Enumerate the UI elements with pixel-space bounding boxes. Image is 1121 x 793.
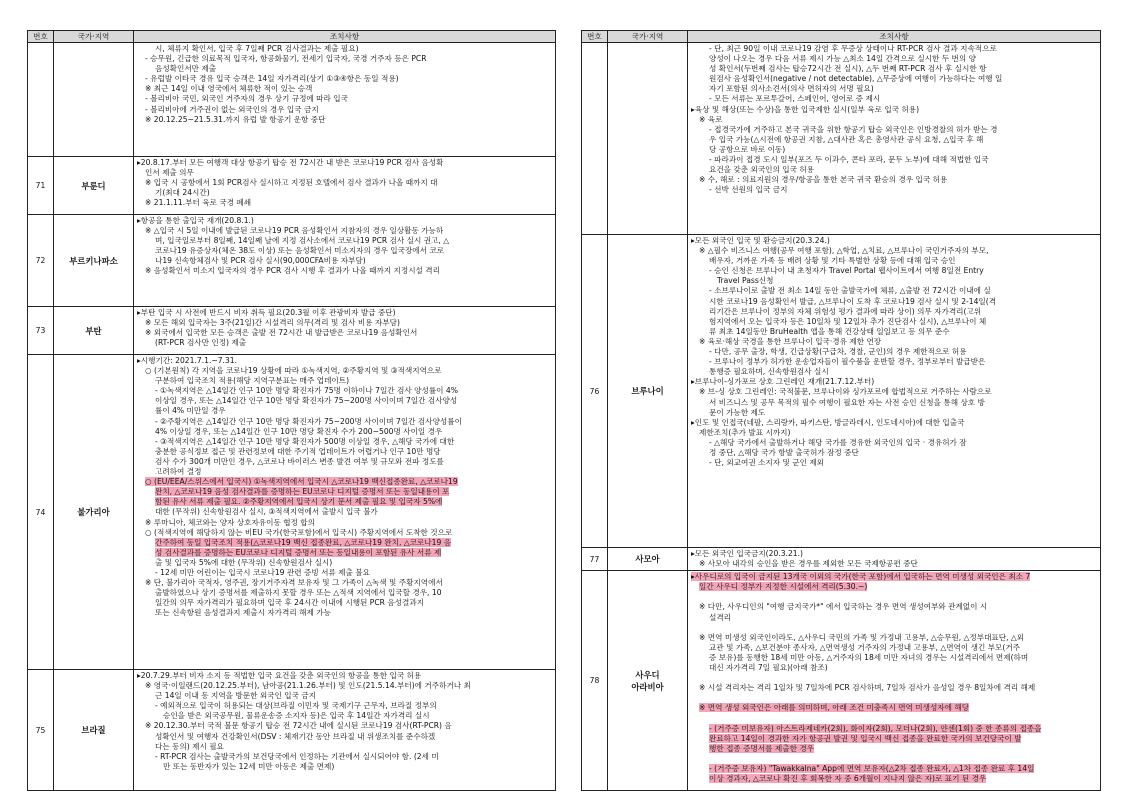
table-body-right <box>582 43 1101 791</box>
measure-line: ※ 수, 해로 : 의료지원의 경우/항공을 통한 본국 귀국 환승의 경우 입국 허용 <box>699 175 948 185</box>
row-measures <box>688 571 1101 791</box>
table-row <box>28 157 556 215</box>
measure-line: ▸브루나이-싱가포르 상호 그린레인 재개(21.7.12.부터) <box>691 377 875 387</box>
measure-line: ※ 면역 미생성 외국인이라도, △사우디 국민의 가족 및 가정내 고용부, △승무원, △정부대표단, △외 <box>699 632 1025 642</box>
measure-line: ※ 외국에서 입국한 모든 승객은 출발 전 72시간 내 발급받은 코로나19 음성확인서 <box>145 328 418 338</box>
row-country: 부르키나파소 <box>54 215 134 307</box>
measure-line: 이상 경과자, △코로나 확진 후 회복한 자 중 6개월이 지나지 않은 자)로 표기 된 경우 <box>709 774 987 784</box>
header-num: 번호 <box>582 31 608 43</box>
table-body-left <box>28 43 556 791</box>
row-country: 브루나이 <box>608 235 688 548</box>
measure-line: 제한조치(추가 발표 시까지) <box>699 427 791 437</box>
measure-line: 고려하여 결정 <box>155 467 202 477</box>
measures-table-left <box>27 30 556 791</box>
table-row <box>582 235 1101 548</box>
measure-line: - 브루나이 정부가 허가한 운송업자들이 필수품을 운반할 경우, 정부로부터 발급받은 <box>709 357 986 367</box>
table-header-row <box>28 31 556 43</box>
row-number: 73 <box>28 307 54 355</box>
measure-line: 설격리 <box>709 612 732 622</box>
measure-line: ※ 루마니아, 체코와는 양자 상호자유이동 협정 합의 <box>145 517 315 527</box>
row-number: 77 <box>582 548 608 571</box>
row-measures <box>134 355 556 670</box>
row-number: 78 <box>582 571 608 791</box>
measure-line: 리기간은 브루나이 정부의 자체 위험성 평가 결과에 따라 상이) 의무 자가격리(고위 <box>709 306 982 316</box>
measure-line: - 단, 최근 90일 이내 코로나19 감염 후 무증상 상태이나 RT-PCR 검사 결과 지속적으로 <box>709 44 997 53</box>
row-measures <box>134 307 556 355</box>
measure-line: 시, 체류지 확인서, 입국 후 7일째 PCR 검사결과는 제출 필요) <box>155 44 359 53</box>
row-number: 71 <box>28 157 54 215</box>
measures-table-right <box>581 30 1101 791</box>
measure-line: ▸시행기간: 2021.7.1.~7.31. <box>137 356 238 365</box>
measure-line: 자기 포함된 의사소견서(의사 면허자의 서명 필요) <box>709 84 874 94</box>
measure-line: 구분하여 입국조치 적용(해당 지역구분표는 매주 업데이트) <box>155 376 350 386</box>
measure-line: ※ 육로 <box>699 114 723 124</box>
measure-line: 함된 유사 서류 제출 필요. ②주황지역에서 입국시 상기 문서 제출 필요 및 입국자 5%에 <box>155 497 443 507</box>
measure-line: 행한 접종 증명서를 제출한 경우 <box>709 743 815 753</box>
measure-line: - 유럽발 이타국 경유 입국 승객은 14일 자가격리(상기 ①③④항은 동일 적용) <box>145 74 399 84</box>
measure-line: 시한 코로나19 음성확인서 발급, △브루나이 도착 후 코로나19 검사 실시 및 2-14일(격 <box>709 296 997 306</box>
measure-line: - 승무원, 긴급한 의료목적 입국자, 항공화물기, 전세기 입국자, 국경 거주자 등은 PCR <box>145 54 427 64</box>
measure-line: 충분한 공식정보 접근 및 관련정보에 대한 주기적 업데이트가 어렵거나 인구 10만 명당 <box>155 446 441 456</box>
measure-line: ※ 입국 시 공항에서 1회 PCR검사 실시하고 지정된 호텔에서 검사 결과가 나올 때까지 대 <box>145 178 438 188</box>
measure-line: - RT-PCR 검사는 출발국가의 보건당국에서 인정하는 기관에서 실시되어야 함. (2세 미 <box>155 751 439 761</box>
row-country <box>54 43 134 157</box>
measure-line: 원검사 음성확인서(negative / not detectable), △무증상에 여행이 가능하다는 여행 일 <box>709 74 1003 84</box>
row-number <box>28 43 54 157</box>
table-row <box>28 215 556 307</box>
measure-line: (RT-PCR 검사만 인정) 제출 <box>155 338 247 348</box>
row-measures <box>134 43 556 157</box>
measure-line <box>691 754 1097 764</box>
measure-line: ※ 20.12.25~21.5.31.까지 유럽 발 항공기 운항 중단 <box>145 114 326 124</box>
row-country <box>608 43 688 235</box>
measure-line: - 단, 외교여권 소지자 및 군인 제외 <box>709 458 824 468</box>
measure-line: 성 확인서(두번째 검사는 탑승72시간 전 실시), △두 번째 RT-PCR 검사 후 실시한 항 <box>709 64 987 74</box>
measure-line: ※ 모든 해외 입국자는 3주(21일)간 시설격리 의무(격리 및 검사 비용 자부담) <box>145 318 400 328</box>
row-measures <box>688 235 1101 548</box>
measure-line: 정 중단, △해당 국가 항발 출국허가 잠정 중단 <box>709 447 859 457</box>
header-measures: 조치사항 <box>134 31 556 43</box>
measure-line: ※ 육로·해상 국경을 통한 브루나이 입국·경유 제한 연장 <box>699 336 882 346</box>
table-row <box>28 670 556 791</box>
measure-line: 성 검사결과를 증명하는 EU코로나 디지털 증명서 또는 동일내용이 포함된 유사 서류 제 <box>155 547 442 557</box>
header-measures: 조치사항 <box>688 31 1101 43</box>
row-measures <box>688 43 1101 235</box>
row-measures <box>688 548 1101 571</box>
measure-line: 코로나19 유증상자(체온 38도 이상) 또는 음성확인서 미소지자의 경우 입국장에서 코로 <box>155 246 445 256</box>
row-number: 74 <box>28 355 54 670</box>
measure-line: ※ 면역 생성 외국인은 아래를 의미하며, 아래 조건 미충족시 면역 미생성자에 해당 <box>699 703 970 713</box>
measure-line: ○ (EU/EEA/스위스에서 입국시) ①녹색지역에서 입국시 △코로나19 백신접종완료, △코로나19 <box>145 477 458 487</box>
measure-line: 만 또는 동반자가 있는 12세 미만 아동은 제출 면제) <box>163 761 335 771</box>
row-country: 부탄 <box>54 307 134 355</box>
measure-line: - (거주증 미보유자) 아스트라제네카(2회), 화이자(2회), 모더나(2회), 얀센(1회) 중 한 종류의 접종을 <box>709 723 1042 733</box>
measure-line: 또는 신속항원 음성결과지 제출시 자가격리 해제 가능 <box>155 608 331 618</box>
measure-line: ※ 사모아 내각의 승인을 받은 경우를 제외한 모든 국제항공편 중단 <box>699 559 918 569</box>
measure-line: 근 14일 이내 동 지역을 방문한 외국인 입국 금지 <box>155 691 317 701</box>
measure-line: - 12세 미만 어린이는 입국시 코로나19 관련 증빙 서류 제출 불요 <box>155 567 370 577</box>
measure-line: 출 및 입국자 5%에 대한 (무작위) 신속항원검사 실시) <box>155 557 333 567</box>
measure-line: ※ 다만, 사우디인의 "여행 금지국가*" 에서 입국하는 경우 면역 생성여부와 관계없이 시 <box>699 602 988 612</box>
measure-line: ※ 시설 격리자는 격리 1일차 및 7일차에 PCR 검사하며, 7일차 검사가 음성일 경우 8일차에 격리 해제 <box>699 683 1036 693</box>
measure-line: 인서 제출 의무 <box>145 168 194 178</box>
measure-line <box>691 673 1097 683</box>
measure-line: 며, 입국일로부터 8일째, 14일째 날에 지정 검사소에서 코로나19 PCR 검사 실시 권고, △ <box>155 236 450 246</box>
row-number: 75 <box>28 670 54 791</box>
measure-line: - ②주황지역은 △14일간 인구 10만 명당 확진자가 75~200명 사이이며 7일간 검사양성률이 <box>155 416 462 426</box>
measure-line: 나19 신속항체검사 및 PCR 검사 실시(90,000CFA비용 자부담) <box>155 256 366 266</box>
measure-line: - 파라과이 접경 도시 일부(포즈 두 이과수, 콘타 포라, 문두 노부)에 대해 적법한 입국 <box>709 155 989 165</box>
measure-line: ○ (적색지역에 해당하지 않는 비EU 국가(한국포함)에서 입국시) 주황지역에서 도착한 것으로 <box>145 527 453 537</box>
row-country: 불가리아 <box>54 355 134 670</box>
measure-line: ※ 21.1.11.부터 육로 국경 폐쇄 <box>145 198 252 208</box>
header-country: 국가·지역 <box>608 31 688 43</box>
measure-line: 완치, △코로나19 음성 검사결과를 증명하는 EU코로나 디지털 증명서 또는 동일내용이 포 <box>155 487 450 497</box>
left-page <box>27 30 556 791</box>
measure-line: 당 공항으로 바로 이동) <box>709 144 786 154</box>
right-page <box>581 30 1101 791</box>
measure-line: - 볼리비아 국민, 외국인 거주자의 경우 상기 규정에 따라 입국 <box>145 94 348 104</box>
measure-line: ※ 영국·이일랜드(20.12.25.부터), 남아공(21.1.26.부터) 및 인도(21.5.14.부터)에 거주하거나 최 <box>145 681 471 691</box>
measure-line <box>691 693 1097 703</box>
measure-line: ▸모든 외국인 입국금지(20.3.21.) <box>691 549 803 558</box>
measure-line: 간주하여 동일 입국조치 적용(△코로나19 백신 접종완료, △코로나19 완치, △코로나19 음 <box>155 537 452 547</box>
measure-line: ▸인도 및 인접국(네팔, 스리랑카, 파키스탄, 방글라데시, 인도네시아)에 대한 입출국 <box>691 417 965 427</box>
row-country: 사모아 <box>608 548 688 571</box>
row-measures <box>134 670 556 791</box>
measure-line: - 다만, 공무 출장, 학생, 긴급상황(구급차, 경찰, 군인)의 경우 제한적으로 허용 <box>709 347 967 357</box>
row-measures <box>134 157 556 215</box>
measure-line: ※ 20.12.30.부터 국적 불문 항공기 탑승 전 72시간 내에 실시된 코로나19 검사(RT-PCR) 음 <box>145 721 452 731</box>
measure-line: 검사 수가 300개 미만인 경우, △코로나 바이러스 변종 발견 여부 및 규모와 전파 정도를 <box>155 456 444 466</box>
measure-line: ※ △필수 비즈니스 여행(공무 여행 포함), △학업, △치료, △브루나이 국민거주자의 부모, <box>699 246 989 256</box>
measure-line: 완료하고 14일이 경과한 자가 항공권 발권 및 입국시 백신 접종을 완료한 국가의 보건당국이 발 <box>709 733 1022 743</box>
row-number: 72 <box>28 215 54 307</box>
measure-line: - 모든 서류는 포르투갈어, 스페인어, 영어로 증 제시 <box>709 94 881 104</box>
measure-line: 일간 사우디 정부가 지정한 시설에서 격리(5.30.~) <box>699 582 868 592</box>
header-num: 번호 <box>28 31 54 43</box>
measure-line: ※ 단, 불가리아 국적자, 영주권, 장기거주자격 보유자 및 그 가족이 △녹색 및 주황지역에서 <box>145 578 443 588</box>
measure-line: ▸항공을 통한 출입국 재개(20.8.1.) <box>137 216 254 225</box>
measure-line: ※ △입국 시 5일 이내에 발급된 코로나19 PCR 음성확인서 지참자의 경우 일상활동 가능하 <box>145 226 444 236</box>
measure-line: 대한 (무작위) 신속항원검사 실시, ③적색지역에서 출발시 입국 불가 <box>155 507 378 517</box>
measure-line: Travel Pass신청 <box>717 276 774 286</box>
measure-line <box>691 592 1097 602</box>
table-row <box>28 307 556 355</box>
table-row <box>582 548 1101 571</box>
measure-line: 성확인서 및 여행자 건강확인서(DSV : 체재기간 동안 브라질 내 위생조치를 준수하겠 <box>155 731 436 741</box>
measure-line: 률이 4% 미만일 경우 <box>155 406 226 416</box>
measure-line: - ③적색지역은 △14일간 인구 10만 명당 확진자가 500명 이상일 경우, △해당 국가에 대한 <box>155 436 455 446</box>
table-row <box>28 355 556 670</box>
measure-line: 기(최대 24시간) <box>155 188 210 198</box>
measure-line: - 승인 신청은 브루나이 내 초청자가 Travel Portal 웹사이트에서 여행 8일전 Entry <box>709 266 984 276</box>
measure-line: 증 보유)를 동행한 18세 미만 아동, △거주자의 18세 미만 자녀의 경우는 시설격리에서 면제(하며 <box>709 652 1029 662</box>
measure-line: - (거주증 보유자) "Tawakkalna" App에 면역 보유자(△2차 접종 완료자, △1차 접종 완료 후 14일 <box>709 763 1035 773</box>
measure-line: 양성이 나오는 경우 다음 서류 제시 가능 △최소 14일 간격으로 실시한 두 번의 양 <box>709 54 976 64</box>
measure-line: 우 입국 가능(△시전에 항공권 지참, △대사관 혹은 총영사관 공식 요청, △입국 후 해 <box>709 134 984 144</box>
measure-line: - 볼리비아에 거주권이 없는 외국인의 경우 입국 금지 <box>145 104 319 114</box>
measure-line: ○ (기본원칙) 각 지역을 코로나19 상황에 따라 ①녹색지역, ②주황지역 및 ③적색지역으로 <box>145 366 442 376</box>
table-row <box>582 43 1101 235</box>
measure-line <box>691 714 1097 724</box>
measure-line: 서 비즈니스 및 공무 목적의 필수 여행이 필요한 자는 사전 승인 신청을 통해 상호 방 <box>709 397 985 407</box>
measure-line: - △해당 국가에서 출발하거나 해당 국가를 경유한 외국인의 입국 · 경유허가 잠 <box>709 437 967 447</box>
measure-line: ※ 브-싱 상호 그린레인: 국적불문, 브루나이와 싱가포르에 합법적으로 거주하는 사람으로 <box>699 387 992 397</box>
table-header-row <box>582 31 1101 43</box>
measure-line: 일간의 의무 자가격리가 필요하며 입국 후 24시간 이내에 시행된 PCR 음성결과지 <box>155 598 425 608</box>
table-row <box>582 571 1101 791</box>
row-country: 브라질 <box>54 670 134 791</box>
measure-line: ※ 음성확인서 미소지 입국자의 경우 PCR 검사 시행 후 결과가 나올 때까지 지정시설 격리 <box>145 266 440 276</box>
measure-line: 교관 및 가족, △보건분야 종사자, △면역생성 거주자의 가정내 고용부, △면역이 생긴 부모(거주 <box>709 642 1021 652</box>
row-measures <box>134 215 556 307</box>
measure-line: - 예외적으로 입국이 허용되는 대상(브라질 이민자 및 국제기구 근무자, 브라질 정부의 <box>155 701 437 711</box>
measure-line: ▸사우디로의 입국이 금지된 13개국 이외의 국가(한국 포함)에서 입국하는 면역 미생성 외국인은 최소 7 <box>691 572 1031 582</box>
measure-line: ▸모든 외국인 입국 및 환승금지(20.3.24.) <box>691 236 830 245</box>
measure-line: ※ 최근 14일 이내 영국에서 체류한 적이 있는 승객 <box>145 84 313 94</box>
measure-line: 출발하였으나 상기 증명서를 제출하지 못할 경우 또는 △적색 지역에서 입국할 경우, 10 <box>155 588 442 598</box>
measure-line: ▸부탄 입국 시 사전에 반드시 비자 취득 필요(20.3월 이후 관광비자 발급 중단) <box>137 308 396 317</box>
measure-line: 요건을 갖춘 외국인의 입국 허용 <box>709 165 815 175</box>
measure-line: 이상일 경우, 또는 △14일간 인구 10만 명당 확진자가 75~200명 사이이며 7일간 검사양성 <box>155 396 458 406</box>
measure-line: ▸20.7.29.부터 비자 소지 등 적법한 입국 요건을 갖춘 외국인의 항공을 통한 입국 허용 <box>137 671 422 680</box>
measure-line <box>691 623 1097 633</box>
row-country: 부룬디 <box>54 157 134 215</box>
measure-line: 대신 자가격리 7일 필요)(아래 참조) <box>709 663 828 673</box>
measure-line: 승인을 받은 외국공무원, 물류운송증 소지자 등)은 입국 후 14일간 자가격리 실시 <box>163 711 430 721</box>
header-country: 국가·지역 <box>54 31 134 43</box>
measure-line: - 소브루나이로 출발 전 최소 14일 동안 출발국가에 체류, △출발 전 72시간 이내에 실 <box>709 286 991 296</box>
measure-line: 류 최초 14일동안 BruHealth 앱을 통해 건강상태 일일보고 등 의무 준수 <box>709 326 950 336</box>
measure-line: ▸육상 및 해상(또는 수상)을 통한 입국제한 실시(일부 육로 입국 허용) <box>691 104 920 114</box>
row-country: 사우디 아라비아 <box>608 571 688 791</box>
row-number: 76 <box>582 235 608 548</box>
measure-line: 다는 동의) 제시 필요 <box>155 741 224 751</box>
measure-line: 음성확인서만 제출 <box>155 64 217 74</box>
measure-line: - 접경국가에 거주하고 본국 귀국을 위한 항공기 탑승 외국인은 인방경찰의 허가 받는 경 <box>709 124 998 134</box>
measure-line: 배우자, 거까운 가족 등 배려 상황 및 기타 특별한 상황 등에 대해 입국 승인 <box>709 256 956 266</box>
measure-line: - ①녹색지역은 △14일간 인구 10만 명당 확진자가 75명 이하이나 7일간 검사 양성률이 4% <box>155 386 458 396</box>
measure-line: - 선박 선원의 입국 금지 <box>709 185 788 195</box>
measure-line: 통행증 필요하며, 신속항원검사 실시 <box>709 367 829 377</box>
measure-line: 4% 이상일 경우, 또는 △14일간 인구 10만 명당 확진자 수가 200~500명 사이일 경우 <box>155 426 443 436</box>
row-number <box>582 43 608 235</box>
measure-line: ▸20.8.17.부터 모든 여행객 대상 항공기 탑승 전 72시간 내 받은 코로나19 PCR 검사 음성확 <box>137 158 444 167</box>
table-row <box>28 43 556 157</box>
measure-line: 험지역에서 오는 입국자 등은 10일차 및 12일차 추가 진단검사 실시), △브루나이 체 <box>709 316 987 326</box>
measure-line: 문이 가능한 제도 <box>709 407 766 417</box>
